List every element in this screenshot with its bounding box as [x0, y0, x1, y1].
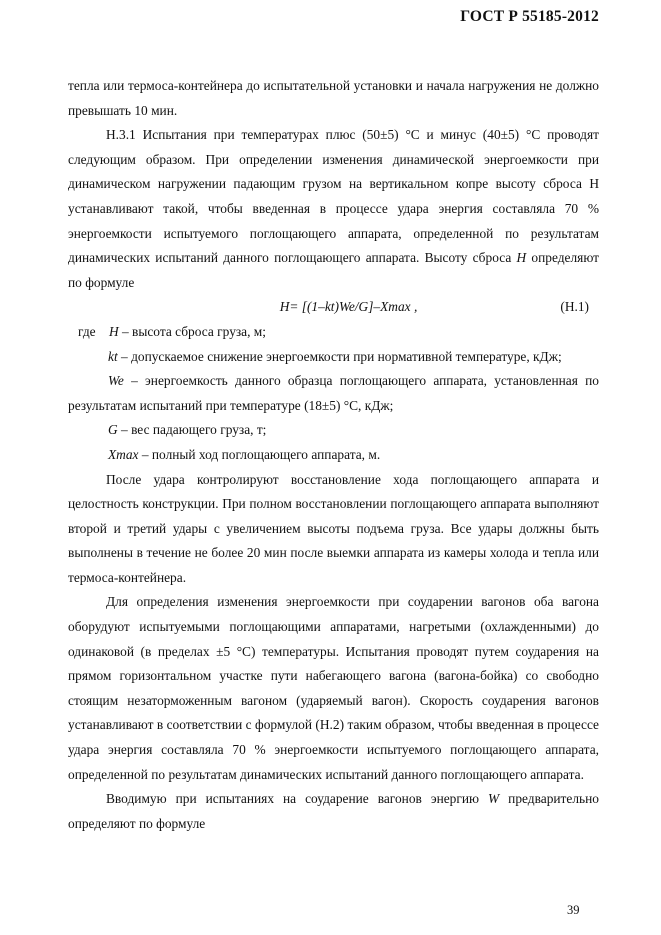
definition-kt-text: – допускаемое снижение энергоемкости при нормативной температуре, кДж; [117, 348, 562, 364]
symbol-xmax: Xmax [108, 446, 139, 462]
document-header: ГОСТ Р 55185-2012 [460, 8, 599, 25]
paragraph-energy [68, 787, 599, 836]
page-body [68, 74, 599, 836]
var-h: H [516, 250, 527, 266]
symbol-we: We [108, 373, 124, 389]
paragraph-wagon-collision: Для определения изменения энергоемкости при соударении вагонов оба вагона оборудуют испытуемыми поглощающими аппаратами, нагретыми (охлажденными) до одинаковой (в пределах ±5 °С) температуры. Испытания проводят путем соударения на прямом горизонтальном участке пути набегающего вагона (вагона-бойка) со свободно стоящим незаторможенным вагоном (ударяемый вагон). Скорость соударения вагонов устанавливают в соответствии с формулой (Н.2) таким образом, чтобы введенная в процессе удара энергия составляла 70 % энергоемкости испытуемого поглощающего аппарата, определенной по результатам динамических испытаний данного поглощающего аппарата. [68, 594, 599, 782]
paragraph-continuation: тепла или термоса-контейнера до испытательной установки и начала нагружения не должно превышать 10 мин. [68, 78, 599, 118]
definition-we-text: – энергоемкость данного образца поглощающего аппарата, установленная по результатам испытаний при температуре (18±5) °С, кДж; [68, 373, 599, 413]
formula-h1 [68, 295, 599, 320]
symbol-kt: kt [108, 348, 118, 364]
definition-g [68, 418, 599, 443]
paragraph-after-impact: После удара контролируют восстановление хода поглощающего аппарата и целостность конструкции. При полном восстановлении поглощающего аппарата выполняют второй и третий удары с увеличением высоты подъема груза. Все удары должны быть выполнены в течение не более 20 мин после выемки аппарата из камеры холода и тепла или термоса-контейнера. [68, 471, 599, 585]
definition-we [68, 369, 599, 418]
paragraph-h31-text: Н.3.1 Испытания при температурах плюс (50±5) °С и минус (40±5) °С проводят следующим образом. При определении изменения динамической энергоемкости при динамическом нагружении падающим грузом на вертикальном копре высоту сброса Н устанавливают такой, чтобы введенная в процессе удара энергия составляла 70 % энергоемкости испытуемого поглощающего аппарата, определенной по результатам динамических испытаний данного поглощающего аппарата. Высоту сброса [68, 127, 599, 266]
definition-xmax [68, 443, 599, 468]
where-label: где [78, 323, 96, 339]
definition-h [68, 320, 599, 345]
paragraph-energy-end: предварительно определяют по формуле [68, 791, 600, 831]
symbol-g: G [108, 422, 118, 438]
definition-xmax-text: – полный ход поглощающего аппарата, м. [138, 446, 381, 462]
paragraph-h31-end: определяют по формуле [68, 250, 599, 290]
definition-h-text: – высота сброса груза, м; [118, 323, 267, 339]
formula-number: (Н.1) [560, 299, 589, 315]
page-number: 39 [567, 903, 580, 917]
symbol-h: H [108, 323, 119, 339]
var-w: W [488, 791, 500, 807]
paragraph-energy-text: Вводимую при испытаниях на соударение вагонов энергию [106, 791, 489, 807]
paragraph-h31 [68, 123, 599, 295]
definition-g-text: – вес падающего груза, т; [117, 422, 267, 438]
formula-expression: H= [(1–kt)We/G]–Xmax , [279, 299, 418, 315]
definition-kt [68, 345, 599, 370]
